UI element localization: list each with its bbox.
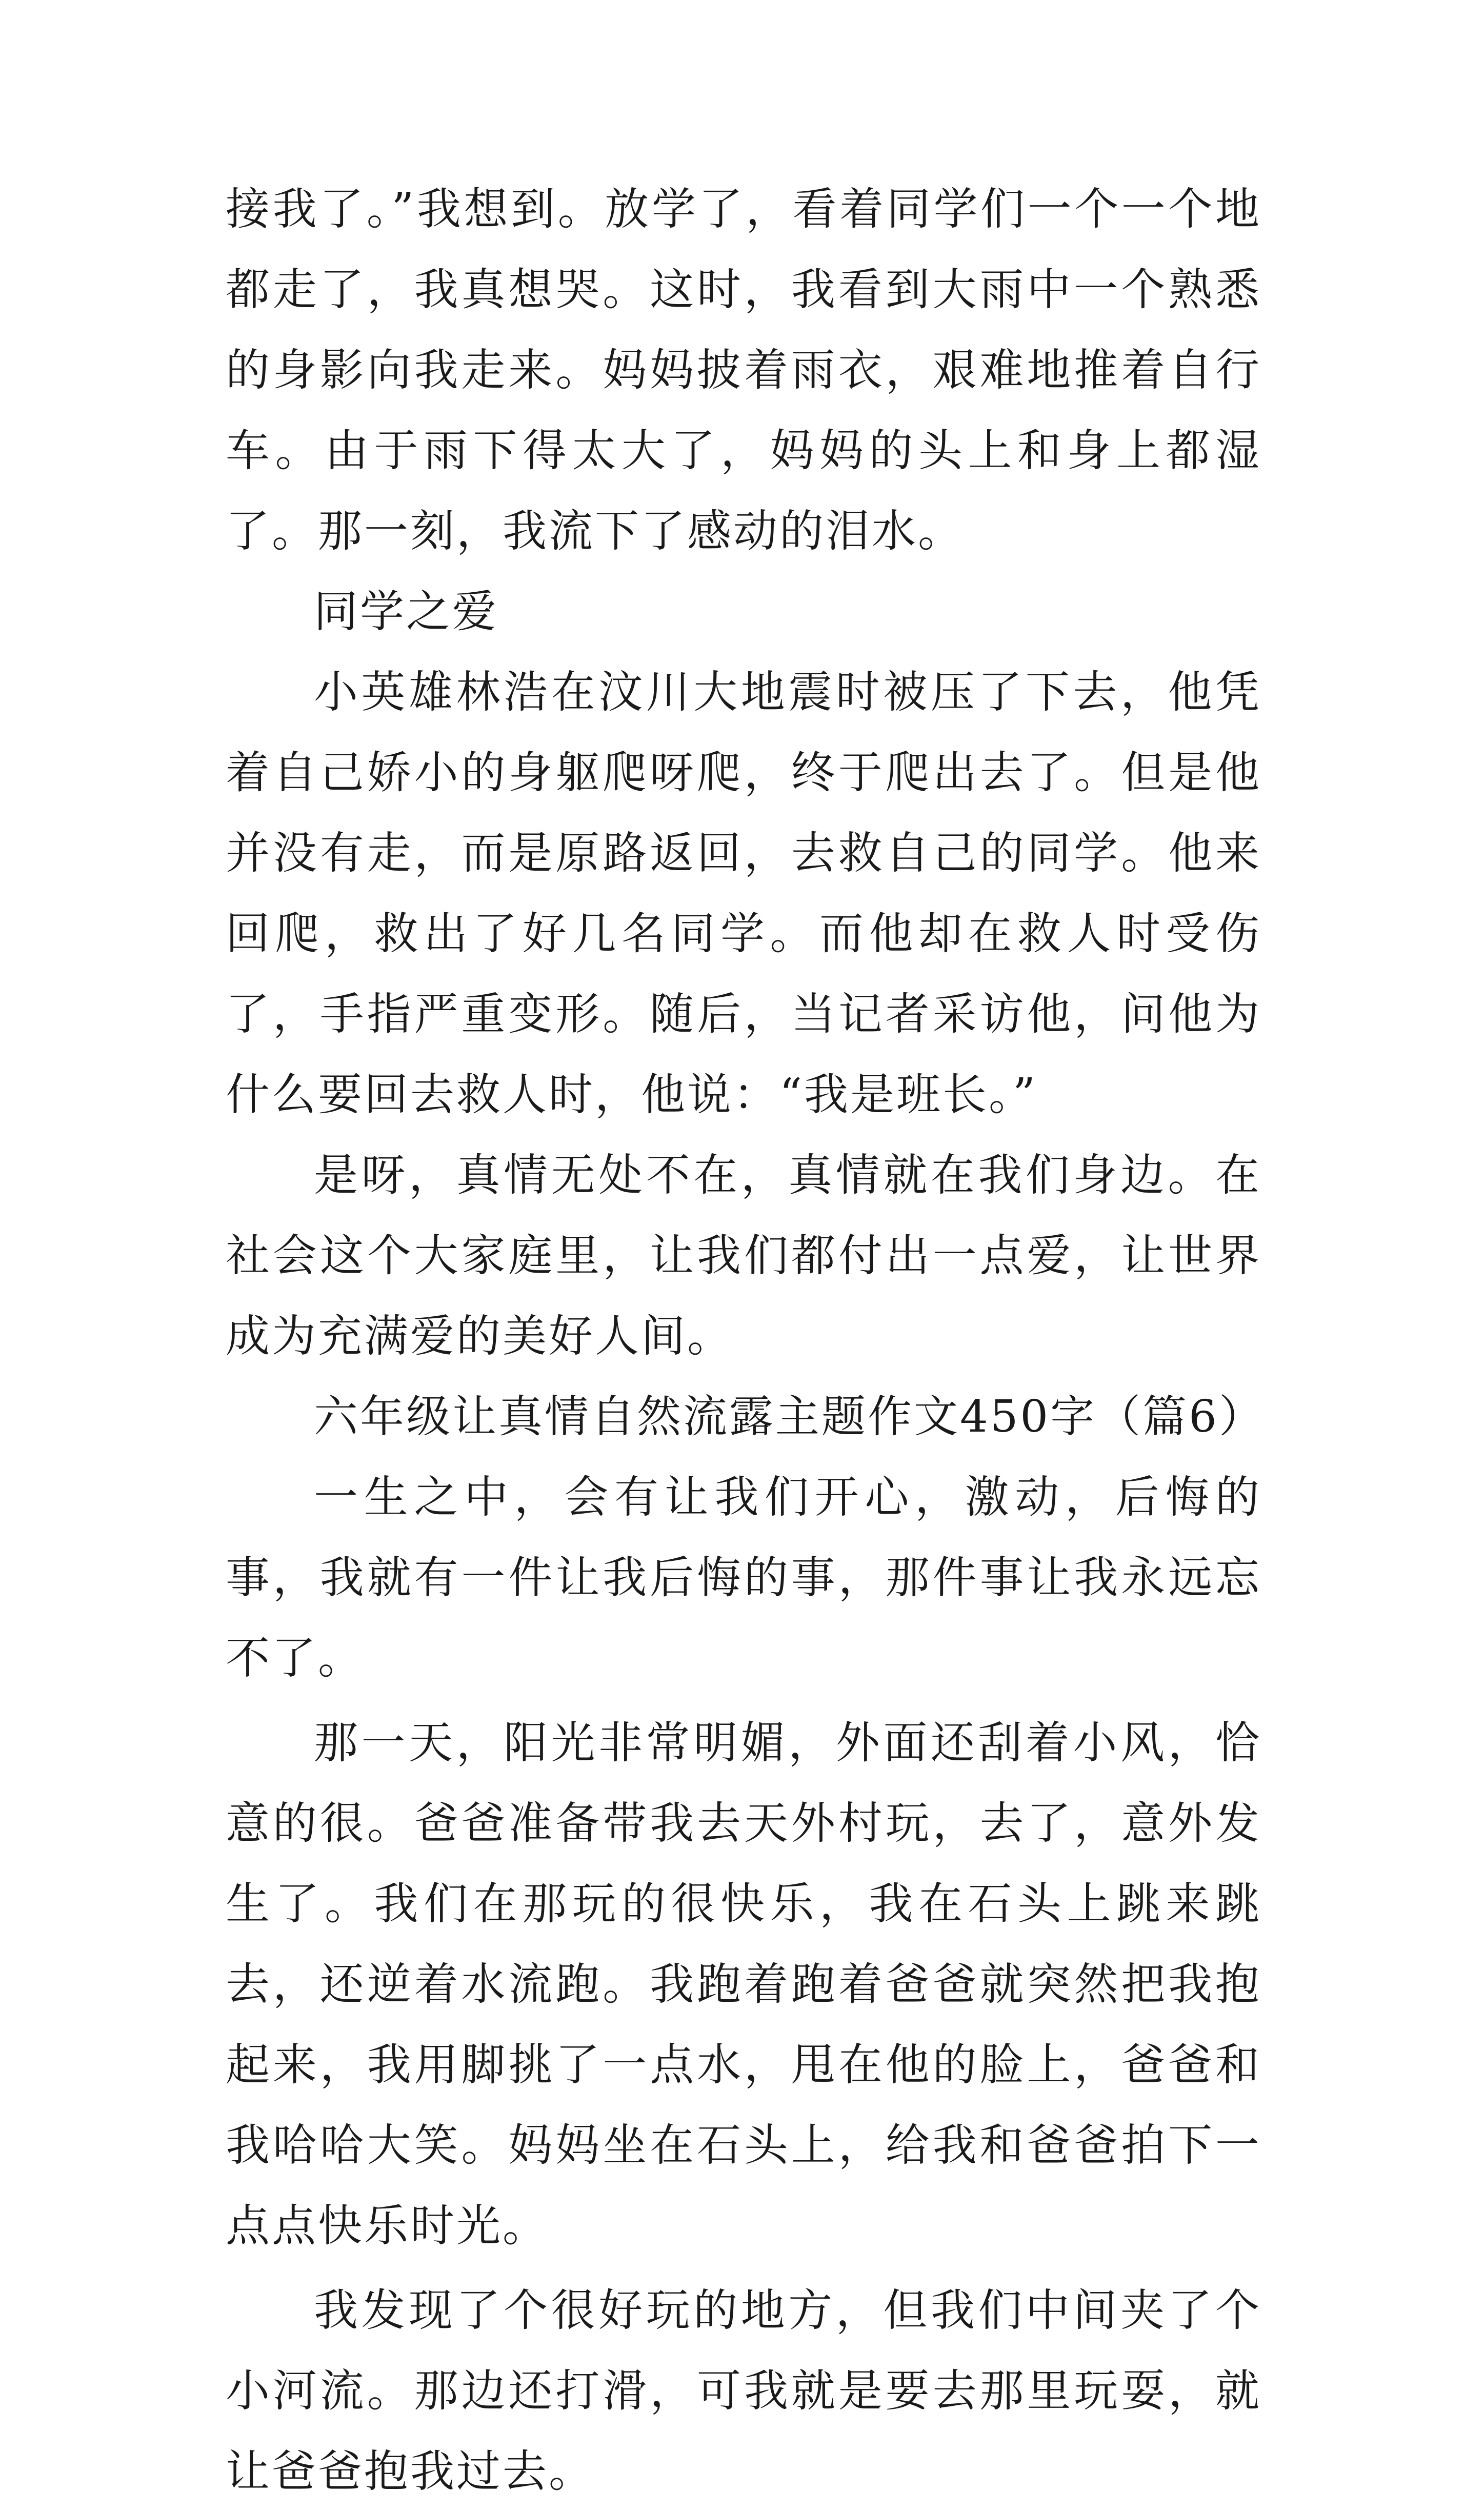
section-heading-classmate-love: 同学之爱 bbox=[314, 586, 498, 637]
paragraph-lin-hao: 小英雄林浩在汶川大地震时被压了下去，他凭着自己娇小的身躯爬呀爬，终于爬出去了。但是他并没有走，而是原路返回，去救自己的同学。他来回爬，救出了好几名同学。而他却在救人时受伤了，手指严重变形。随后，当记者采访他，问他为什么要回去救人时，他说：“我是班长。” bbox=[226, 667, 1261, 1120]
paragraph-intro: 一生之中，会有让我们开心，激动，后悔的事，我就有一件让我后悔的事，那件事让我永远忘不了。 bbox=[226, 1472, 1261, 1684]
document-body bbox=[226, 169, 1265, 2512]
paragraph-conclusion: 是呀，真情无处不在，真情就在我们身边。在社会这个大家庭里，让我们都付出一点爱，让世界成为充满爱的美好人间。 bbox=[226, 1150, 1261, 1362]
paragraph-continuation: 接我了。”我想到。放学了，看着同学们一个一个地都走了，我真想哭。这时，我看到大雨中一个熟悉的身影向我走来。妈妈披着雨衣，艰难地推着自行车。由于雨下得太大了，妈妈的头上和身上都湿了。那一刻，我流下了感动的泪水。 bbox=[226, 184, 1261, 557]
essay-title: 六年级让真情自然流露主题作文450字（篇6） bbox=[314, 1391, 1265, 1442]
paragraph-discovery: 我发现了个很好玩的地方，但我们中间夹了个小河流。那边还打滑，可我就是要去那里玩耍，就让爸爸抱我过去。 bbox=[226, 2285, 1261, 2497]
paragraph-that-day: 那一天，阳光非常明媚，外面还刮着小风，恰意的很。爸爸准备带我去天外村玩，去了，意外发生了。我们在那玩的很快乐，我在石头上跳来跳去，还逆着水流跑。我跑着跑着爸爸就突然把我抱起来，我用脚挑了一点水，甩在他的脸上，爸爸和我哈哈大笑。妈妈坐在石头上，给我和爸爸拍下一点点快乐时光。 bbox=[226, 1717, 1261, 2252]
